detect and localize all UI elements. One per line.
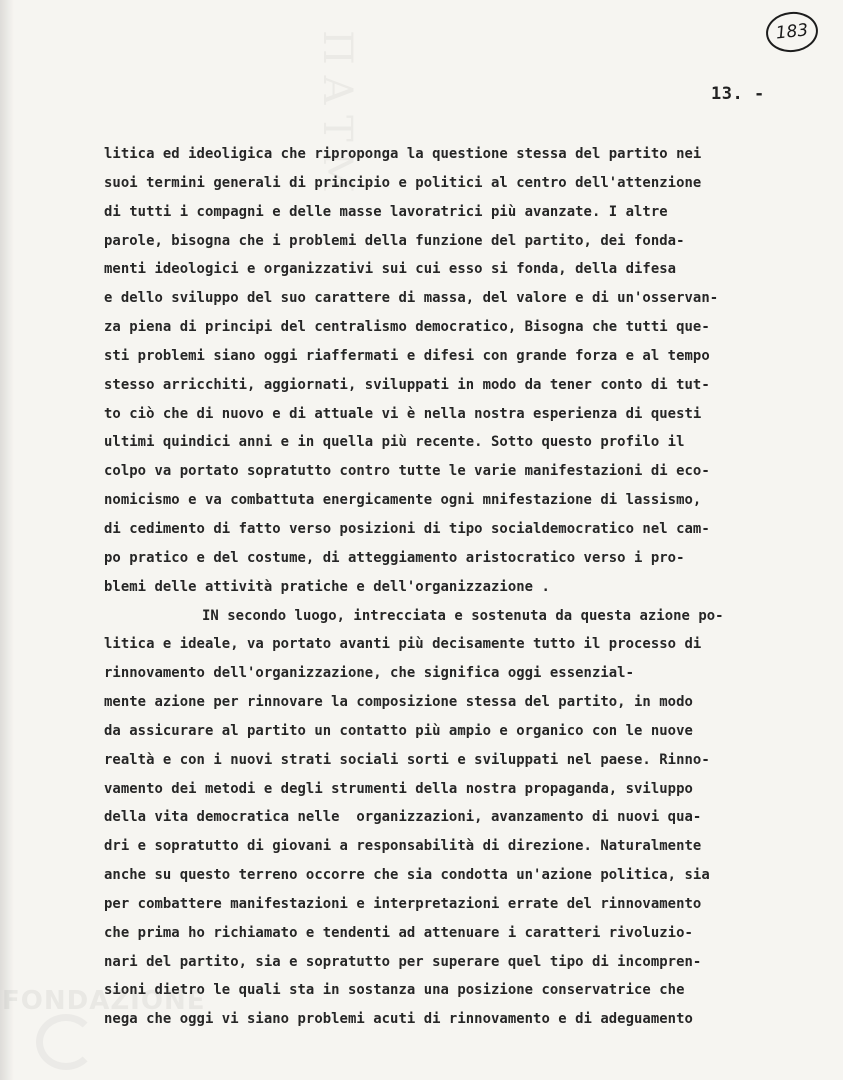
text-line: litica e ideale, va portato avanti più decisamente tutto il processo di bbox=[104, 636, 702, 653]
text-line: di tutti i compagni e delle masse lavoratrici più avanzate. I altre bbox=[104, 203, 668, 220]
text-line: della vita democratica nelle organizzazioni, avanzamento di nuovi qua- bbox=[104, 809, 702, 826]
watermark-logo-icon bbox=[36, 1014, 96, 1070]
text-line: che prima ho richiamato e tendenti ad attenuare i caratteri rivoluzio- bbox=[104, 924, 693, 941]
foundation-watermark: FONDAZIONE bbox=[2, 986, 206, 1016]
text-line: sioni dietro le quali sta in sostanza una posizione conservatrice che bbox=[104, 982, 685, 999]
page-number: 13. - bbox=[711, 84, 765, 104]
text-line: stesso arricchiti, aggiornati, sviluppati in modo da tener conto di tut- bbox=[104, 376, 710, 393]
page-edge-shadow bbox=[0, 0, 14, 1080]
text-line: menti ideologici e organizzativi sui cui esso si fonda, della difesa bbox=[104, 261, 677, 278]
text-line: mente azione per rinnovare la composizione stessa del partito, in modo bbox=[104, 694, 693, 711]
text-line: sti problemi siano oggi riaffermati e difesi con grande forza e al tempo bbox=[104, 347, 710, 364]
archive-stamp-number bbox=[764, 9, 820, 54]
text-line: vamento dei metodi e degli strumenti della nostra propaganda, sviluppo bbox=[104, 780, 693, 797]
typed-body-text bbox=[104, 140, 843, 1034]
text-line: rinnovamento dell'organizzazione, che significa oggi essenzial- bbox=[104, 665, 635, 682]
text-line: e dello sviluppo del suo carattere di massa, del valore e di un'osservan- bbox=[104, 290, 719, 307]
text-line: nega che oggi vi siano problemi acuti di rinnovamento e di adeguamento bbox=[104, 1011, 693, 1028]
text-line: dri e sopratutto di giovani a responsabilità di direzione. Naturalmente bbox=[104, 838, 702, 855]
text-line-paragraph-start: IN secondo luogo, intrecciata e sostenuta da questa azione po- bbox=[202, 607, 724, 624]
archive-number-text: 183 bbox=[774, 20, 810, 44]
text-line: colpo va portato sopratutto contro tutte le varie manifestazioni di eco- bbox=[104, 463, 710, 480]
text-line: po pratico e del costume, di atteggiamento aristocratico verso i pro- bbox=[104, 549, 685, 566]
text-line: da assicurare al partito un contatto più ampio e organico con le nuove bbox=[104, 722, 693, 739]
text-line: to ciò che di nuovo e di attuale vi è nella nostra esperienza di questi bbox=[104, 405, 702, 422]
text-line: parole, bisogna che i problemi della funzione del partito, dei fonda- bbox=[104, 232, 685, 249]
text-line: per combattere manifestazioni e interpretazioni errate del rinnovamento bbox=[104, 895, 702, 912]
text-line: nari del partito, sia e sopratutto per superare quel tipo di incompren- bbox=[104, 953, 702, 970]
text-line: suoi termini generali di principio e politici al centro dell'attenzione bbox=[104, 174, 702, 191]
text-line: realtà e con i nuovi strati sociali sorti e sviluppati nel paese. Rinno- bbox=[104, 751, 710, 768]
text-line: ultimi quindici anni e in quella più recente. Sotto questo profilo il bbox=[104, 434, 685, 451]
text-line: nomicismo e va combattuta energicamente ogni mnifestazione di lassismo, bbox=[104, 492, 702, 509]
text-line: di cedimento di fatto verso posizioni di tipo socialdemocratico nel cam- bbox=[104, 520, 710, 537]
text-line: blemi delle attività pratiche e dell'organizzazione . bbox=[104, 578, 550, 595]
text-line: anche su questo terreno occorre che sia condotta un'azione politica, sia bbox=[104, 867, 710, 884]
text-line: za piena di principi del centralismo democratico, Bisogna che tutti que- bbox=[104, 319, 710, 336]
text-line: litica ed ideoligica che riproponga la questione stessa del partito nei bbox=[104, 146, 702, 162]
